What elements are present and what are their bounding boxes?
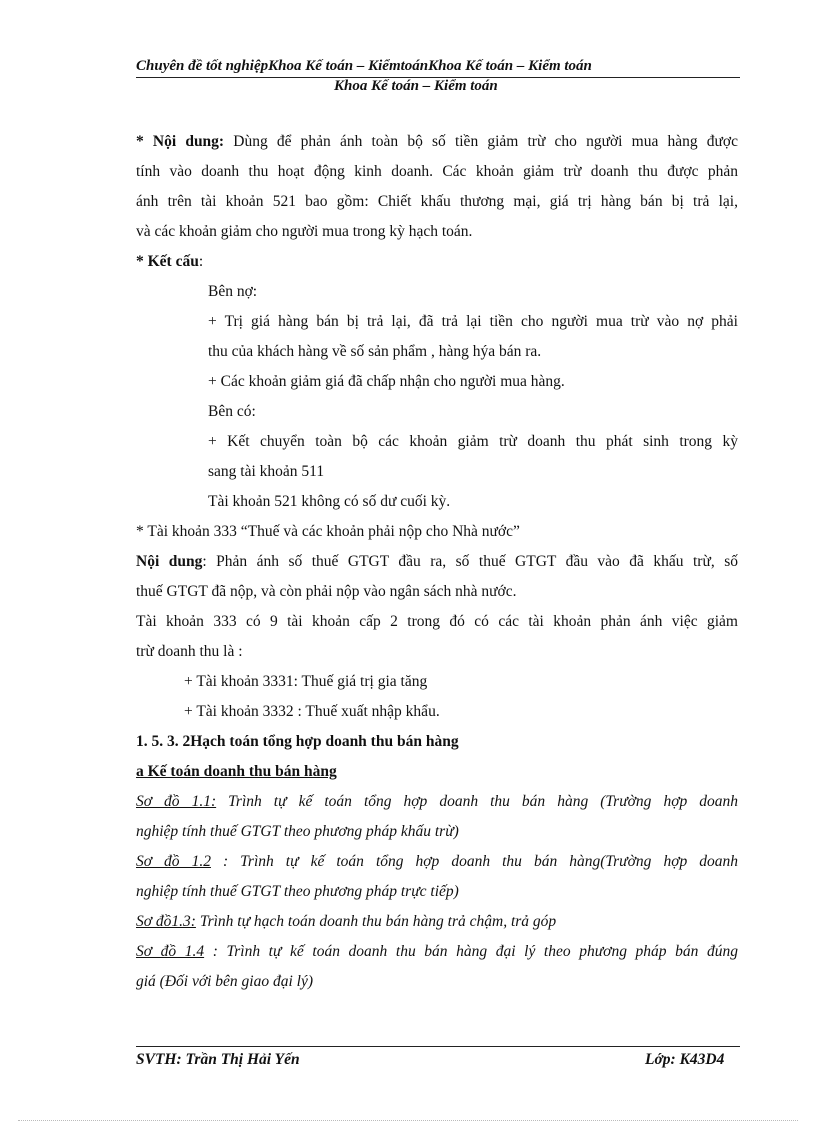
section-heading-text: 1. 5. 3. 2Hạch toán tổng hợp doanh thu bán hàng [136, 733, 459, 750]
diagram-2-text-1: : Trình tự kế toán tổng hợp doanh thu bán hàng(Trường hợp doanh [210, 853, 738, 870]
section-heading [136, 733, 459, 751]
footer-rule [136, 1046, 740, 1047]
diagram-1-line-1 [136, 793, 738, 811]
content-text-1: Dùng để phản ánh toàn bộ số tiền giảm trừ cho người mua hàng được [224, 133, 739, 150]
header-subtitle: Khoa Kế toán – Kiểm toán [334, 78, 498, 94]
credit-label: Bên có: [208, 403, 256, 420]
diagram-4-line-1 [136, 943, 738, 961]
diagram-2-line-1 [136, 853, 738, 871]
content-line-2: tính vào doanh thu hoạt động kinh doanh. Các khoản giảm trừ doanh thu được phản [136, 163, 738, 180]
diagram-3-text-1: Trình tự hạch toán doanh thu bán hàng trả chậm, trả góp [195, 913, 557, 930]
tk333-content-line-2: thuế GTGT đã nộp, và còn phải nộp vào ngân sách nhà nước. [136, 583, 517, 600]
content-line-4: và các khoản giảm cho người mua trong kỳ hạch toán. [136, 223, 473, 240]
credit-item-1b: sang tài khoản 511 [208, 463, 325, 480]
diagram-3-label: Sơ đồ1.3: [136, 913, 196, 930]
subsection-heading-text: a Kế toán doanh thu bán hàng [136, 763, 337, 780]
credit-item-1a: + Kết chuyển toàn bộ các khoản giảm trừ doanh thu phát sinh trong kỳ [208, 433, 738, 450]
debit-item-1a: + Trị giá hàng bán bị trả lại, đã trả lại tiền cho người mua trừ vào nợ phải [208, 313, 738, 330]
tk333-sub-line-2: trừ doanh thu là : [136, 643, 243, 660]
diagram-2-line-2: nghiệp tính thuế GTGT theo phương pháp trực tiếp) [136, 883, 459, 900]
structure-heading [136, 253, 203, 271]
no-balance-note: Tài khoản 521 không có số dư cuối kỳ. [208, 493, 451, 510]
content-line-3: ánh trên tài khoản 521 bao gồm: Chiết khấu thương mại, giá trị hàng bán bị trả lại, [136, 193, 738, 210]
diagram-1-text-1: Trình tự kế toán tổng hợp doanh thu bán hàng (Trường hợp doanh [216, 793, 738, 810]
footer-student: SVTH: Trần Thị Hải Yến [136, 1051, 300, 1068]
structure-label: * Kết cấu [136, 253, 199, 270]
debit-label: Bên nợ: [208, 283, 258, 300]
subsection-heading [136, 763, 337, 781]
diagram-3-line-1 [136, 913, 556, 931]
tk333-title: * Tài khoản 333 “Thuế và các khoản phải nộp cho Nhà nước” [136, 523, 520, 540]
diagram-4-line-2: giá (Đối với bên giao đại lý) [136, 973, 314, 990]
structure-colon: : [198, 253, 204, 270]
tk3332-item: + Tài khoản 3332 : Thuế xuất nhập khẩu. [184, 703, 440, 720]
tk333-content-line-1 [136, 553, 738, 571]
diagram-1-line-2: nghiệp tính thuế GTGT theo phương pháp khấu trừ) [136, 823, 459, 840]
content-line-1 [136, 133, 738, 151]
debit-item-2: + Các khoản giảm giá đã chấp nhận cho người mua hàng. [208, 373, 565, 390]
content-label: * Nội dung: [136, 133, 225, 150]
tk333-content-label: Nội dung [136, 553, 203, 570]
footer-class: Lớp: K43D4 [645, 1051, 725, 1068]
diagram-2-label: Sơ đồ 1.2 [136, 853, 211, 870]
tk333-content-text-1: : Phản ánh số thuế GTGT đầu ra, số thuế GTGT đầu vào đã khấu trừ, số [202, 553, 738, 570]
diagram-1-label: Sơ đồ 1.1: [136, 793, 217, 810]
debit-item-1b: thu của khách hàng về số sản phẩm , hàng hýa bán ra. [208, 343, 542, 360]
tk3331-item: + Tài khoản 3331: Thuế giá trị gia tăng [184, 673, 428, 690]
diagram-4-label: Sơ đồ 1.4 [136, 943, 205, 960]
diagram-4-text-1: : Trình tự kế toán doanh thu bán hàng đại lý theo phương pháp bán đúng [204, 943, 738, 960]
page-bottom-border [18, 1120, 798, 1121]
tk333-sub-line-1: Tài khoản 333 có 9 tài khoản cấp 2 trong đó có các tài khoản phản ánh việc giảm [136, 613, 738, 630]
header-title: Chuyên đề tốt nghiệpKhoa Kế toán – KiểmtoánKhoa Kế toán – Kiểm toán [136, 58, 592, 74]
